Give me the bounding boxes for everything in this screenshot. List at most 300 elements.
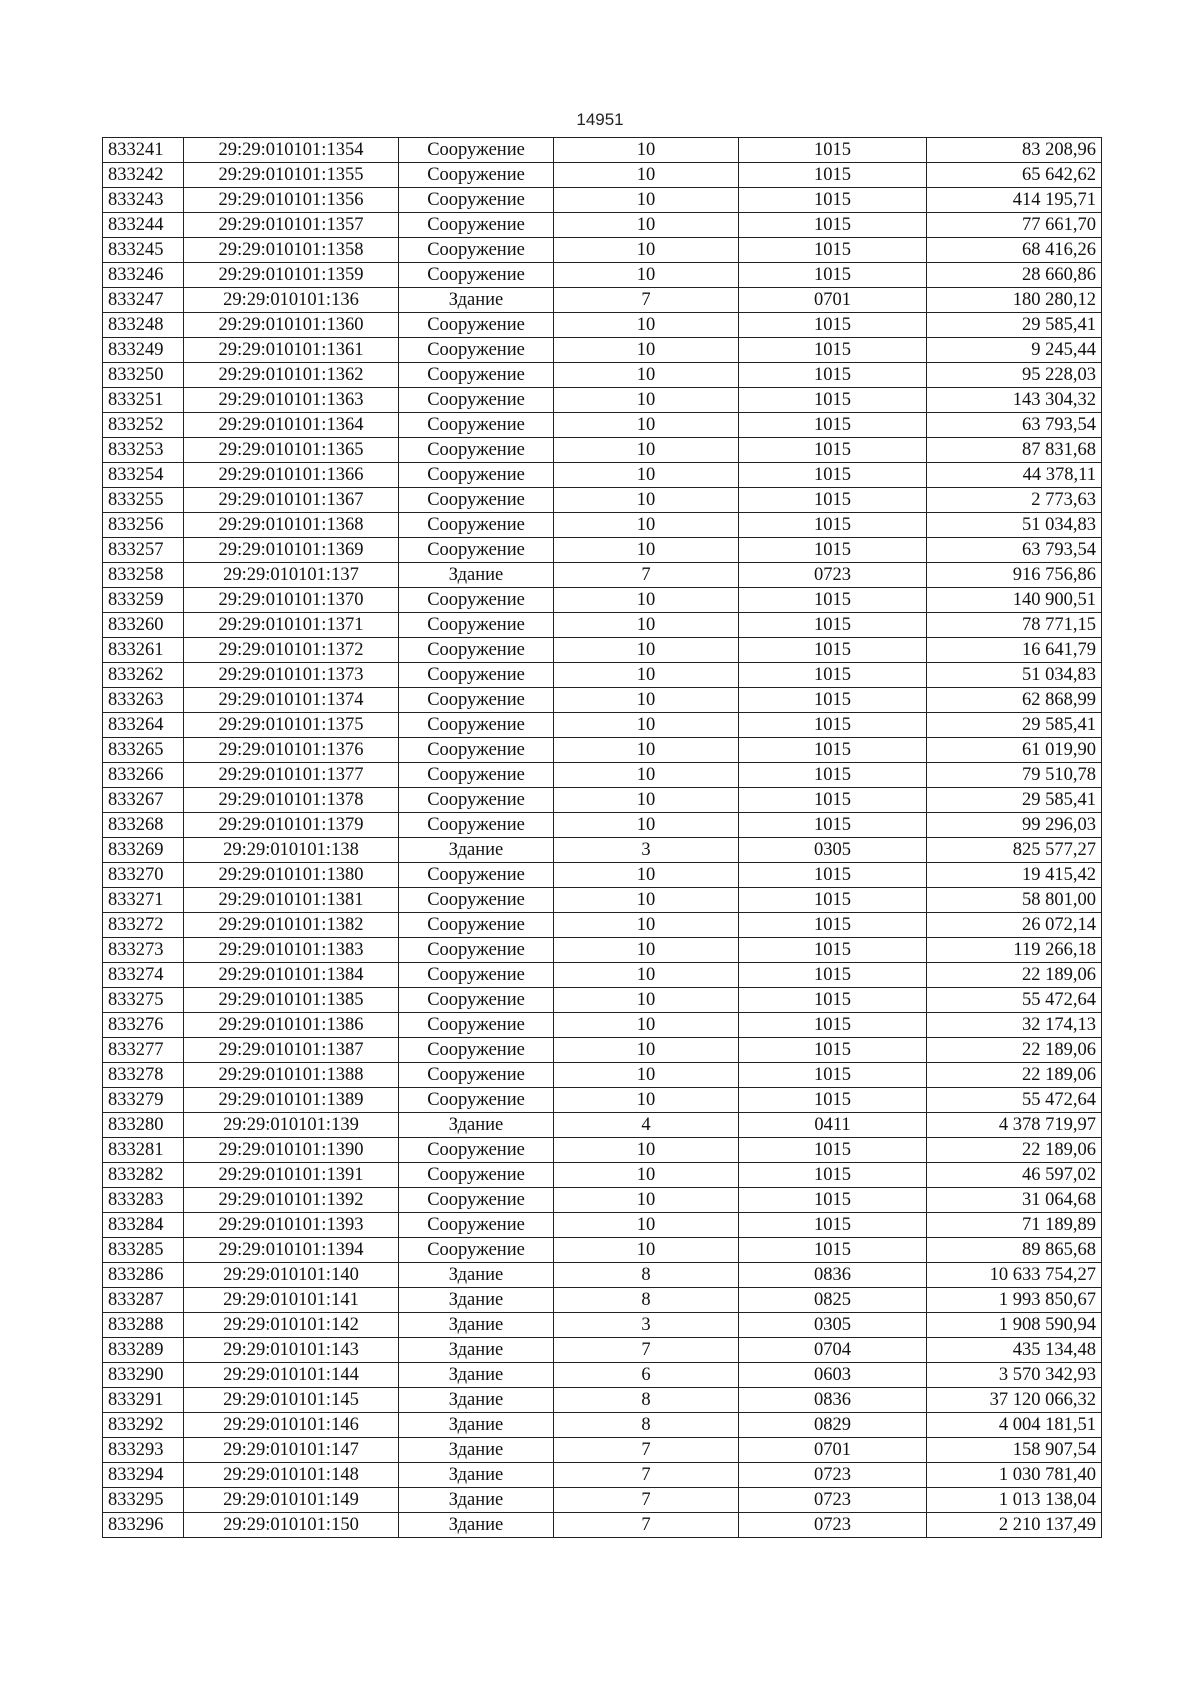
cadastral-value-cell: 55 472,64 xyxy=(927,1088,1102,1113)
cadastral-number-cell: 29:29:010101:1365 xyxy=(184,438,399,463)
table-row xyxy=(103,688,1102,713)
code-cell: 1015 xyxy=(739,513,927,538)
cadastral-number-cell: 29:29:010101:1354 xyxy=(184,138,399,163)
code-cell: 1015 xyxy=(739,763,927,788)
group-cell: 7 xyxy=(554,288,739,313)
table-row xyxy=(103,588,1102,613)
group-cell: 10 xyxy=(554,913,739,938)
group-cell: 10 xyxy=(554,238,739,263)
cadastral-number-cell: 29:29:010101:1358 xyxy=(184,238,399,263)
object-type-cell: Сооружение xyxy=(399,313,554,338)
record-id-cell: 833270 xyxy=(103,863,184,888)
group-cell: 10 xyxy=(554,338,739,363)
record-id-cell: 833296 xyxy=(103,1513,184,1538)
code-cell: 1015 xyxy=(739,638,927,663)
code-cell: 0305 xyxy=(739,838,927,863)
code-cell: 1015 xyxy=(739,313,927,338)
code-cell: 1015 xyxy=(739,613,927,638)
cadastral-value-cell: 77 661,70 xyxy=(927,213,1102,238)
group-cell: 10 xyxy=(554,188,739,213)
code-cell: 0701 xyxy=(739,1438,927,1463)
cadastral-number-cell: 29:29:010101:1383 xyxy=(184,938,399,963)
group-cell: 10 xyxy=(554,313,739,338)
record-id-cell: 833271 xyxy=(103,888,184,913)
record-id-cell: 833262 xyxy=(103,663,184,688)
object-type-cell: Сооружение xyxy=(399,163,554,188)
table-row xyxy=(103,1513,1102,1538)
cadastral-value-cell: 29 585,41 xyxy=(927,313,1102,338)
record-id-cell: 833260 xyxy=(103,613,184,638)
code-cell: 1015 xyxy=(739,488,927,513)
table-row xyxy=(103,1188,1102,1213)
object-type-cell: Сооружение xyxy=(399,413,554,438)
record-id-cell: 833252 xyxy=(103,413,184,438)
table-row xyxy=(103,513,1102,538)
object-type-cell: Сооружение xyxy=(399,988,554,1013)
table-row xyxy=(103,988,1102,1013)
group-cell: 10 xyxy=(554,413,739,438)
table-row xyxy=(103,1313,1102,1338)
object-type-cell: Сооружение xyxy=(399,188,554,213)
group-cell: 10 xyxy=(554,963,739,988)
cadastral-number-cell: 29:29:010101:150 xyxy=(184,1513,399,1538)
table-row xyxy=(103,1413,1102,1438)
record-id-cell: 833245 xyxy=(103,238,184,263)
record-id-cell: 833273 xyxy=(103,938,184,963)
code-cell: 0836 xyxy=(739,1263,927,1288)
object-type-cell: Сооружение xyxy=(399,763,554,788)
group-cell: 10 xyxy=(554,463,739,488)
object-type-cell: Здание xyxy=(399,1488,554,1513)
cadastral-value-cell: 1 993 850,67 xyxy=(927,1288,1102,1313)
table-row xyxy=(103,1463,1102,1488)
table-row xyxy=(103,663,1102,688)
code-cell: 1015 xyxy=(739,1213,927,1238)
object-type-cell: Сооружение xyxy=(399,138,554,163)
record-id-cell: 833290 xyxy=(103,1363,184,1388)
cadastral-number-cell: 29:29:010101:1374 xyxy=(184,688,399,713)
cadastral-value-cell: 31 064,68 xyxy=(927,1188,1102,1213)
record-id-cell: 833272 xyxy=(103,913,184,938)
table-row xyxy=(103,238,1102,263)
record-id-cell: 833287 xyxy=(103,1288,184,1313)
code-cell: 1015 xyxy=(739,538,927,563)
table-row xyxy=(103,463,1102,488)
cadastral-number-cell: 29:29:010101:136 xyxy=(184,288,399,313)
code-cell: 0704 xyxy=(739,1338,927,1363)
cadastral-number-cell: 29:29:010101:138 xyxy=(184,838,399,863)
code-cell: 0836 xyxy=(739,1388,927,1413)
cadastral-value-cell: 32 174,13 xyxy=(927,1013,1102,1038)
record-id-cell: 833263 xyxy=(103,688,184,713)
group-cell: 10 xyxy=(554,988,739,1013)
code-cell: 1015 xyxy=(739,1088,927,1113)
table-row xyxy=(103,1038,1102,1063)
cadastral-value-cell: 44 378,11 xyxy=(927,463,1102,488)
cadastral-number-cell: 29:29:010101:144 xyxy=(184,1363,399,1388)
cadastral-value-cell: 37 120 066,32 xyxy=(927,1388,1102,1413)
cadastral-number-cell: 29:29:010101:1359 xyxy=(184,263,399,288)
object-type-cell: Сооружение xyxy=(399,238,554,263)
cadastral-number-cell: 29:29:010101:1355 xyxy=(184,163,399,188)
record-id-cell: 833256 xyxy=(103,513,184,538)
cadastral-number-cell: 29:29:010101:137 xyxy=(184,563,399,588)
table-row xyxy=(103,1388,1102,1413)
cadastral-number-cell: 29:29:010101:1381 xyxy=(184,888,399,913)
record-id-cell: 833246 xyxy=(103,263,184,288)
code-cell: 1015 xyxy=(739,1038,927,1063)
table-row xyxy=(103,813,1102,838)
table-row xyxy=(103,888,1102,913)
cadastral-value-cell: 99 296,03 xyxy=(927,813,1102,838)
cadastral-value-cell: 61 019,90 xyxy=(927,738,1102,763)
record-id-cell: 833276 xyxy=(103,1013,184,1038)
record-id-cell: 833281 xyxy=(103,1138,184,1163)
object-type-cell: Сооружение xyxy=(399,363,554,388)
group-cell: 10 xyxy=(554,1213,739,1238)
cadastral-number-cell: 29:29:010101:1391 xyxy=(184,1163,399,1188)
code-cell: 1015 xyxy=(739,1013,927,1038)
object-type-cell: Здание xyxy=(399,1363,554,1388)
group-cell: 10 xyxy=(554,213,739,238)
table-row xyxy=(103,838,1102,863)
cadastral-number-cell: 29:29:010101:1380 xyxy=(184,863,399,888)
code-cell: 1015 xyxy=(739,438,927,463)
code-cell: 1015 xyxy=(739,363,927,388)
cadastral-number-cell: 29:29:010101:141 xyxy=(184,1288,399,1313)
cadastral-number-cell: 29:29:010101:1384 xyxy=(184,963,399,988)
cadastral-number-cell: 29:29:010101:1382 xyxy=(184,913,399,938)
cadastral-number-cell: 29:29:010101:1370 xyxy=(184,588,399,613)
code-cell: 1015 xyxy=(739,913,927,938)
table-body xyxy=(103,138,1102,1538)
object-type-cell: Сооружение xyxy=(399,263,554,288)
table-row xyxy=(103,1263,1102,1288)
table-row xyxy=(103,563,1102,588)
group-cell: 8 xyxy=(554,1288,739,1313)
object-type-cell: Сооружение xyxy=(399,638,554,663)
group-cell: 10 xyxy=(554,938,739,963)
table-row xyxy=(103,263,1102,288)
cadastral-value-cell: 4 378 719,97 xyxy=(927,1113,1102,1138)
cadastral-number-cell: 29:29:010101:148 xyxy=(184,1463,399,1488)
record-id-cell: 833247 xyxy=(103,288,184,313)
code-cell: 1015 xyxy=(739,938,927,963)
group-cell: 10 xyxy=(554,488,739,513)
code-cell: 0723 xyxy=(739,1463,927,1488)
group-cell: 7 xyxy=(554,1513,739,1538)
object-type-cell: Здание xyxy=(399,1113,554,1138)
group-cell: 10 xyxy=(554,1163,739,1188)
table-row xyxy=(103,288,1102,313)
cadastral-value-cell: 51 034,83 xyxy=(927,663,1102,688)
cadastral-number-cell: 29:29:010101:143 xyxy=(184,1338,399,1363)
cadastral-number-cell: 29:29:010101:139 xyxy=(184,1113,399,1138)
table-row xyxy=(103,188,1102,213)
cadastral-number-cell: 29:29:010101:145 xyxy=(184,1388,399,1413)
object-type-cell: Здание xyxy=(399,1388,554,1413)
group-cell: 10 xyxy=(554,538,739,563)
record-id-cell: 833295 xyxy=(103,1488,184,1513)
code-cell: 1015 xyxy=(739,138,927,163)
code-cell: 1015 xyxy=(739,788,927,813)
cadastral-number-cell: 29:29:010101:1378 xyxy=(184,788,399,813)
group-cell: 10 xyxy=(554,788,739,813)
cadastral-value-cell: 1 908 590,94 xyxy=(927,1313,1102,1338)
record-id-cell: 833266 xyxy=(103,763,184,788)
cadastral-number-cell: 29:29:010101:1357 xyxy=(184,213,399,238)
code-cell: 1015 xyxy=(739,163,927,188)
table-row xyxy=(103,863,1102,888)
record-id-cell: 833288 xyxy=(103,1313,184,1338)
record-id-cell: 833265 xyxy=(103,738,184,763)
record-id-cell: 833279 xyxy=(103,1088,184,1113)
table-row xyxy=(103,1063,1102,1088)
record-id-cell: 833242 xyxy=(103,163,184,188)
cadastral-value-cell: 22 189,06 xyxy=(927,963,1102,988)
cadastral-value-cell: 10 633 754,27 xyxy=(927,1263,1102,1288)
object-type-cell: Сооружение xyxy=(399,938,554,963)
table-row xyxy=(103,213,1102,238)
object-type-cell: Здание xyxy=(399,1438,554,1463)
table-row xyxy=(103,438,1102,463)
cadastral-value-cell: 71 189,89 xyxy=(927,1213,1102,1238)
group-cell: 10 xyxy=(554,763,739,788)
record-id-cell: 833248 xyxy=(103,313,184,338)
group-cell: 10 xyxy=(554,738,739,763)
record-id-cell: 833241 xyxy=(103,138,184,163)
group-cell: 10 xyxy=(554,663,739,688)
table-row xyxy=(103,1438,1102,1463)
record-id-cell: 833243 xyxy=(103,188,184,213)
object-type-cell: Сооружение xyxy=(399,388,554,413)
cadastral-number-cell: 29:29:010101:1369 xyxy=(184,538,399,563)
group-cell: 8 xyxy=(554,1413,739,1438)
cadastral-value-cell: 414 195,71 xyxy=(927,188,1102,213)
group-cell: 10 xyxy=(554,888,739,913)
object-type-cell: Здание xyxy=(399,563,554,588)
object-type-cell: Сооружение xyxy=(399,863,554,888)
cadastral-number-cell: 29:29:010101:1376 xyxy=(184,738,399,763)
object-type-cell: Сооружение xyxy=(399,338,554,363)
cadastral-number-cell: 29:29:010101:147 xyxy=(184,1438,399,1463)
object-type-cell: Сооружение xyxy=(399,488,554,513)
object-type-cell: Сооружение xyxy=(399,788,554,813)
object-type-cell: Сооружение xyxy=(399,1063,554,1088)
object-type-cell: Сооружение xyxy=(399,438,554,463)
table-row xyxy=(103,338,1102,363)
group-cell: 10 xyxy=(554,688,739,713)
group-cell: 10 xyxy=(554,163,739,188)
group-cell: 10 xyxy=(554,613,739,638)
object-type-cell: Здание xyxy=(399,1413,554,1438)
cadastral-number-cell: 29:29:010101:1366 xyxy=(184,463,399,488)
cadastral-value-cell: 58 801,00 xyxy=(927,888,1102,913)
cadastral-value-cell: 4 004 181,51 xyxy=(927,1413,1102,1438)
group-cell: 10 xyxy=(554,1063,739,1088)
record-id-cell: 833282 xyxy=(103,1163,184,1188)
object-type-cell: Здание xyxy=(399,1463,554,1488)
table-row xyxy=(103,1088,1102,1113)
cadastral-value-cell: 29 585,41 xyxy=(927,713,1102,738)
cadastral-value-cell: 65 642,62 xyxy=(927,163,1102,188)
cadastral-number-cell: 29:29:010101:1390 xyxy=(184,1138,399,1163)
record-id-cell: 833275 xyxy=(103,988,184,1013)
cadastral-value-cell: 63 793,54 xyxy=(927,538,1102,563)
code-cell: 1015 xyxy=(739,413,927,438)
cadastral-number-cell: 29:29:010101:1387 xyxy=(184,1038,399,1063)
cadastral-value-cell: 89 865,68 xyxy=(927,1238,1102,1263)
cadastral-number-cell: 29:29:010101:1373 xyxy=(184,663,399,688)
object-type-cell: Здание xyxy=(399,1313,554,1338)
code-cell: 1015 xyxy=(739,988,927,1013)
group-cell: 10 xyxy=(554,513,739,538)
cadastral-value-cell: 180 280,12 xyxy=(927,288,1102,313)
record-id-cell: 833269 xyxy=(103,838,184,863)
table-row xyxy=(103,738,1102,763)
code-cell: 1015 xyxy=(739,1063,927,1088)
code-cell: 1015 xyxy=(739,713,927,738)
record-id-cell: 833250 xyxy=(103,363,184,388)
cadastral-value-cell: 26 072,14 xyxy=(927,913,1102,938)
cadastral-value-cell: 63 793,54 xyxy=(927,413,1102,438)
code-cell: 1015 xyxy=(739,1238,927,1263)
code-cell: 0305 xyxy=(739,1313,927,1338)
object-type-cell: Сооружение xyxy=(399,1013,554,1038)
cadastral-value-cell: 87 831,68 xyxy=(927,438,1102,463)
record-id-cell: 833294 xyxy=(103,1463,184,1488)
code-cell: 1015 xyxy=(739,663,927,688)
code-cell: 0829 xyxy=(739,1413,927,1438)
group-cell: 3 xyxy=(554,838,739,863)
object-type-cell: Сооружение xyxy=(399,513,554,538)
cadastral-number-cell: 29:29:010101:1393 xyxy=(184,1213,399,1238)
cadastral-number-cell: 29:29:010101:1356 xyxy=(184,188,399,213)
object-type-cell: Сооружение xyxy=(399,913,554,938)
record-id-cell: 833251 xyxy=(103,388,184,413)
table-row xyxy=(103,613,1102,638)
group-cell: 10 xyxy=(554,1038,739,1063)
cadastral-value-cell: 435 134,48 xyxy=(927,1338,1102,1363)
group-cell: 10 xyxy=(554,863,739,888)
cadastral-value-cell: 16 641,79 xyxy=(927,638,1102,663)
table-row xyxy=(103,363,1102,388)
group-cell: 10 xyxy=(554,1088,739,1113)
object-type-cell: Здание xyxy=(399,1513,554,1538)
cadastral-number-cell: 29:29:010101:1377 xyxy=(184,763,399,788)
group-cell: 10 xyxy=(554,713,739,738)
table-row xyxy=(103,413,1102,438)
code-cell: 1015 xyxy=(739,463,927,488)
code-cell: 1015 xyxy=(739,888,927,913)
record-id-cell: 833255 xyxy=(103,488,184,513)
group-cell: 7 xyxy=(554,1438,739,1463)
record-id-cell: 833283 xyxy=(103,1188,184,1213)
record-id-cell: 833244 xyxy=(103,213,184,238)
group-cell: 10 xyxy=(554,588,739,613)
table-row xyxy=(103,788,1102,813)
code-cell: 1015 xyxy=(739,1138,927,1163)
cadastral-value-table xyxy=(102,137,1102,1538)
table-row xyxy=(103,1488,1102,1513)
group-cell: 10 xyxy=(554,1013,739,1038)
object-type-cell: Сооружение xyxy=(399,663,554,688)
group-cell: 10 xyxy=(554,813,739,838)
cadastral-number-cell: 29:29:010101:1367 xyxy=(184,488,399,513)
group-cell: 10 xyxy=(554,388,739,413)
table-row xyxy=(103,963,1102,988)
object-type-cell: Здание xyxy=(399,288,554,313)
code-cell: 1015 xyxy=(739,188,927,213)
table-row xyxy=(103,713,1102,738)
record-id-cell: 833285 xyxy=(103,1238,184,1263)
table-row xyxy=(103,638,1102,663)
group-cell: 7 xyxy=(554,1338,739,1363)
cadastral-value-cell: 68 416,26 xyxy=(927,238,1102,263)
cadastral-value-cell: 143 304,32 xyxy=(927,388,1102,413)
page-number: 14951 xyxy=(576,110,624,129)
code-cell: 0723 xyxy=(739,1488,927,1513)
cadastral-value-cell: 9 245,44 xyxy=(927,338,1102,363)
table-row xyxy=(103,1363,1102,1388)
table-row xyxy=(103,313,1102,338)
cadastral-value-cell: 78 771,15 xyxy=(927,613,1102,638)
cadastral-value-cell: 119 266,18 xyxy=(927,938,1102,963)
cadastral-value-cell: 29 585,41 xyxy=(927,788,1102,813)
record-id-cell: 833257 xyxy=(103,538,184,563)
cadastral-number-cell: 29:29:010101:1388 xyxy=(184,1063,399,1088)
cadastral-number-cell: 29:29:010101:146 xyxy=(184,1413,399,1438)
group-cell: 10 xyxy=(554,363,739,388)
code-cell: 0723 xyxy=(739,563,927,588)
cadastral-value-cell: 158 907,54 xyxy=(927,1438,1102,1463)
cadastral-number-cell: 29:29:010101:1392 xyxy=(184,1188,399,1213)
object-type-cell: Сооружение xyxy=(399,463,554,488)
cadastral-number-cell: 29:29:010101:1372 xyxy=(184,638,399,663)
group-cell: 10 xyxy=(554,438,739,463)
record-id-cell: 833293 xyxy=(103,1438,184,1463)
code-cell: 1015 xyxy=(739,388,927,413)
code-cell: 1015 xyxy=(739,238,927,263)
record-id-cell: 833254 xyxy=(103,463,184,488)
object-type-cell: Сооружение xyxy=(399,538,554,563)
object-type-cell: Сооружение xyxy=(399,1088,554,1113)
table-row xyxy=(103,1213,1102,1238)
cadastral-number-cell: 29:29:010101:1379 xyxy=(184,813,399,838)
cadastral-number-cell: 29:29:010101:1364 xyxy=(184,413,399,438)
group-cell: 10 xyxy=(554,1238,739,1263)
cadastral-number-cell: 29:29:010101:1361 xyxy=(184,338,399,363)
code-cell: 0603 xyxy=(739,1363,927,1388)
cadastral-value-cell: 2 773,63 xyxy=(927,488,1102,513)
cadastral-number-cell: 29:29:010101:149 xyxy=(184,1488,399,1513)
cadastral-number-cell: 29:29:010101:1371 xyxy=(184,613,399,638)
group-cell: 7 xyxy=(554,1488,739,1513)
code-cell: 1015 xyxy=(739,813,927,838)
object-type-cell: Сооружение xyxy=(399,888,554,913)
cadastral-number-cell: 29:29:010101:140 xyxy=(184,1263,399,1288)
cadastral-value-cell: 62 868,99 xyxy=(927,688,1102,713)
group-cell: 10 xyxy=(554,263,739,288)
group-cell: 10 xyxy=(554,1138,739,1163)
record-id-cell: 833291 xyxy=(103,1388,184,1413)
object-type-cell: Сооружение xyxy=(399,1038,554,1063)
table-row xyxy=(103,138,1102,163)
record-id-cell: 833267 xyxy=(103,788,184,813)
cadastral-value-cell: 83 208,96 xyxy=(927,138,1102,163)
record-id-cell: 833286 xyxy=(103,1263,184,1288)
code-cell: 1015 xyxy=(739,1163,927,1188)
